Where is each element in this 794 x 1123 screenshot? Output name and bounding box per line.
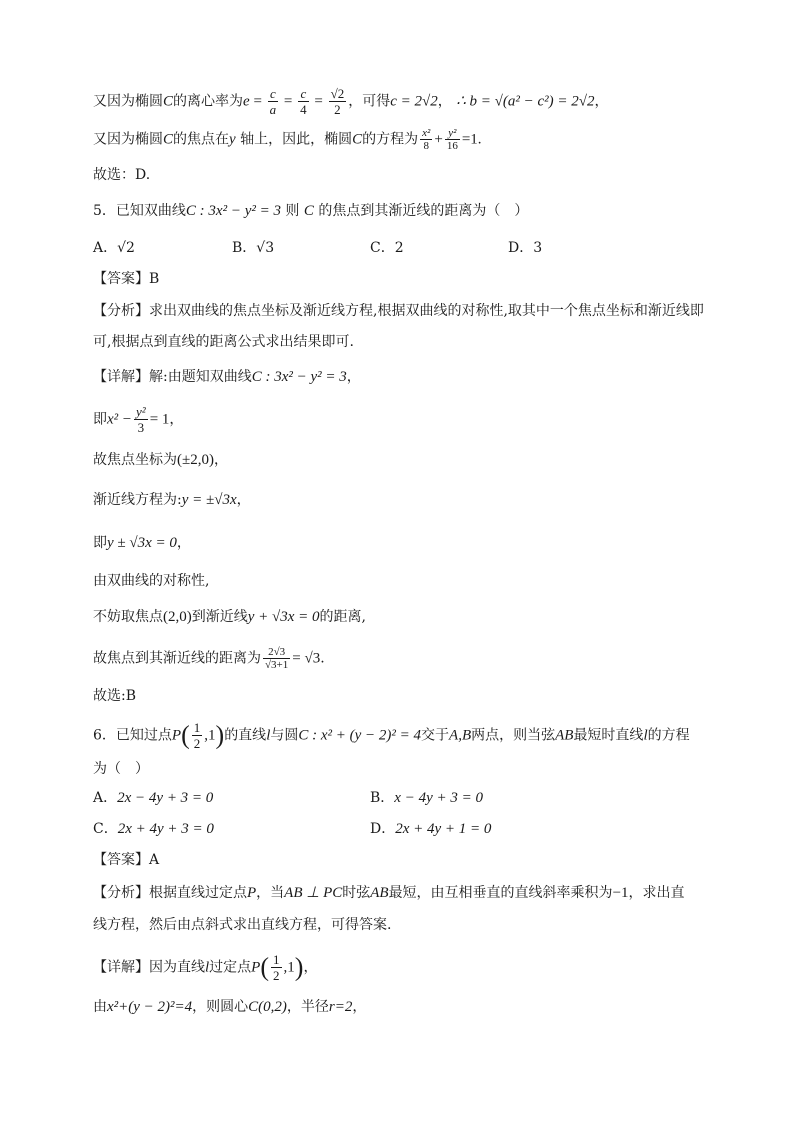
math: AB ⊥ PC	[284, 885, 343, 901]
q5-detail-8	[93, 646, 704, 671]
q6-option-c	[93, 818, 214, 840]
q6-answer	[93, 849, 704, 871]
math: 2x − 4y + 3 = 0	[117, 790, 214, 806]
math: (±2,0)	[177, 452, 214, 468]
text: ，半径	[286, 999, 329, 1015]
paren: (	[181, 720, 190, 750]
math: =	[249, 93, 266, 110]
fraction: $\frac{1}{2}$	[193, 720, 201, 751]
fraction: $\frac{\text{x²}}{8}$	[422, 127, 431, 152]
text: 即	[93, 411, 107, 428]
paren: (	[260, 952, 270, 982]
text: 6．已知过点	[93, 727, 172, 744]
q6-option-d	[370, 818, 491, 840]
option-label: B．	[370, 790, 395, 806]
text: 的方程	[647, 727, 690, 744]
math: C	[163, 131, 174, 148]
math: C : x² + (y − 2)² = 4	[298, 727, 422, 744]
math: C : 3x² − y² = 3	[185, 203, 281, 219]
q5-option-b: B．√3	[232, 240, 275, 256]
math: =	[280, 93, 297, 110]
text: 时弦	[342, 885, 371, 901]
text: 因为直线	[149, 959, 205, 976]
math: e	[243, 93, 250, 110]
math: x²+(y − 2)²=4	[107, 999, 193, 1015]
text: ，	[594, 93, 609, 110]
answer-tag: 【答案】	[93, 852, 149, 868]
text: 最短，由互相垂直的直线斜率乘积为	[388, 885, 613, 901]
math: P	[171, 727, 182, 744]
math: ,1	[283, 959, 295, 976]
q5-detail-9: 故选:B	[93, 688, 137, 704]
q5-detail-3	[93, 449, 704, 471]
text: ，则圆心	[192, 999, 249, 1015]
math: l	[643, 727, 648, 744]
answer-value: B	[149, 271, 160, 287]
question-6-line-2: 为（ ）	[93, 761, 149, 777]
text: ，	[352, 999, 367, 1015]
text: 不妨取焦点	[93, 609, 163, 625]
math: ,1	[204, 727, 216, 744]
text: 即	[93, 535, 107, 551]
text: 到渐近线	[191, 609, 248, 625]
math: (2,0)	[163, 609, 192, 625]
q5-option-a: A．√2	[93, 240, 135, 256]
text: 解:由题知双曲线	[149, 369, 252, 385]
q5-option-c: C．2	[370, 240, 404, 256]
text: 则	[280, 203, 304, 219]
math: 2x + 4y + 1 = 0	[395, 821, 492, 837]
answer-tag: 【答案】	[93, 271, 149, 287]
text-line-2	[93, 127, 704, 152]
text: 求出双曲线的焦点坐标及渐近线方程,根据双曲线的对称性,取其中一个焦点坐标和渐近线即	[149, 303, 704, 319]
math: C	[303, 203, 314, 219]
math: =	[310, 93, 327, 110]
text: 的焦点在	[173, 131, 230, 148]
q5-detail-7	[93, 606, 704, 628]
text: ，	[176, 535, 191, 551]
q5-answer	[93, 268, 704, 290]
q5-option-d: D．3	[508, 240, 543, 256]
math: ∴ b = √(a² − c²) = 2√2	[456, 93, 595, 110]
question-5	[93, 200, 704, 222]
math: =1.	[461, 131, 482, 148]
detail-tag: 【详解】	[93, 369, 149, 385]
text: 又因为椭圆	[93, 131, 163, 148]
paren: )	[294, 952, 304, 982]
q6-option-a	[93, 787, 213, 809]
math: C : 3x² − y² = 3	[251, 369, 347, 385]
text: 的距离,	[319, 609, 366, 625]
fraction: $\frac{\text{y²}}{16}$	[446, 127, 458, 152]
q5-analysis-2: 可,根据点到直线的距离公式求出结果即可.	[93, 334, 354, 350]
q5-detail-1	[93, 366, 704, 388]
q5-analysis-1	[93, 300, 704, 322]
text: 故焦点到其渐近线的距离为	[93, 650, 261, 667]
math: +	[434, 131, 443, 148]
math: C	[163, 93, 174, 110]
text: ，	[437, 93, 452, 110]
text: 故焦点坐标为	[93, 452, 177, 468]
math: l	[266, 727, 271, 744]
text: 交于	[421, 727, 450, 744]
detail-tag: 【详解】	[93, 959, 149, 976]
math: c = 2√2	[390, 93, 438, 110]
q5-detail-5	[93, 532, 704, 554]
text: 渐近线方程为:	[93, 492, 182, 508]
fraction: $\frac{\text{y²}}{3}$	[136, 404, 146, 435]
math: l	[205, 959, 210, 976]
math: y + √3x = 0	[247, 609, 320, 625]
math: x − 4y + 3 = 0	[394, 790, 483, 806]
math: = 1	[149, 411, 170, 428]
q5-detail-6: 由双曲线的对称性,	[93, 573, 210, 589]
text: 最短时直线	[573, 727, 644, 744]
math: AB	[555, 727, 574, 744]
text: ，可得	[348, 93, 391, 110]
math: y	[229, 131, 236, 148]
text: ，	[169, 411, 184, 428]
text: 两点，则当弦	[471, 727, 556, 744]
text: ，	[303, 959, 318, 976]
text: 又因为椭圆	[93, 93, 163, 110]
math: x² −	[107, 411, 133, 428]
q5-detail-2	[93, 404, 704, 435]
q6-analysis-2: 线方程，然后由点斜式求出直线方程，可得答案.	[93, 917, 392, 933]
math: y ± √3x = 0	[107, 535, 177, 551]
text: 的直线	[224, 727, 267, 744]
math: y = ±√3x	[181, 492, 237, 508]
math: C(0,2)	[248, 999, 287, 1015]
fraction: $\frac{√2}{2}$	[330, 86, 345, 117]
question-6	[93, 720, 704, 751]
analysis-tag: 【分析】	[93, 885, 149, 901]
q6-detail-1	[93, 952, 704, 983]
text: 的焦点到其渐近线的距离为（ ）	[313, 203, 529, 219]
text: 的离心率为	[173, 93, 244, 110]
fraction: $\frac{c}{4}$	[300, 86, 307, 117]
option-label: A．	[93, 790, 118, 806]
paren: )	[215, 720, 225, 750]
q5-detail-4	[93, 489, 704, 511]
math: P	[251, 959, 261, 976]
math: A,B	[449, 727, 472, 744]
text: 的方程为	[362, 131, 419, 148]
text: 根据直线过定点	[149, 885, 247, 901]
math: C	[352, 131, 363, 148]
math: −1	[612, 885, 629, 901]
math: r=2	[328, 999, 353, 1015]
option-label: D．	[370, 821, 396, 837]
text: 5．已知双曲线	[93, 203, 186, 219]
math: 2x + 4y + 3 = 0	[117, 821, 214, 837]
analysis-tag: 【分析】	[93, 303, 149, 319]
option-label: C．	[93, 821, 118, 837]
text: ，	[213, 452, 228, 468]
answer-value: A	[149, 852, 160, 868]
text: 与圆	[270, 727, 299, 744]
fraction: $\frac{1}{2}$	[273, 952, 280, 983]
q6-detail-2	[93, 996, 704, 1018]
text: 过定点	[209, 959, 252, 976]
text: ，	[346, 369, 361, 385]
text-line-3: 故选：D.	[93, 167, 151, 183]
math: AB	[370, 885, 389, 901]
q6-analysis-1	[93, 882, 704, 904]
math: P	[247, 885, 257, 901]
text: ，当	[256, 885, 285, 901]
text: ，求出直	[628, 885, 685, 901]
text-line-1	[93, 86, 704, 117]
fraction: $\frac{c}{a}$	[269, 86, 277, 117]
text: ，	[236, 492, 251, 508]
text: 轴上，因此，椭圆	[235, 131, 353, 148]
math: = √3	[292, 650, 321, 667]
fraction: $\frac{2√3}{√3+1}$	[265, 646, 289, 671]
text: 由	[93, 999, 107, 1015]
text: .	[320, 650, 325, 667]
q6-option-b	[370, 787, 483, 809]
